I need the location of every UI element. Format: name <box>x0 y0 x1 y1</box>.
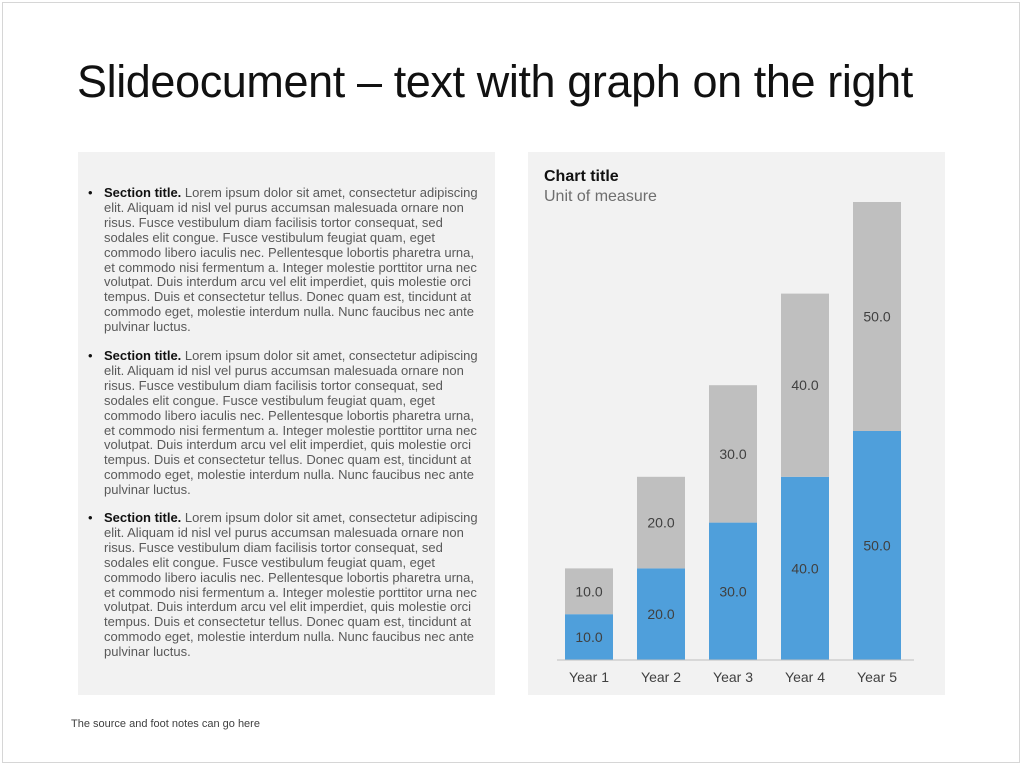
bullet-dot-icon: • <box>88 510 93 525</box>
slide-title: Slideocument – text with graph on the right <box>77 56 913 107</box>
x-tick-label: Year 1 <box>569 669 609 685</box>
data-label: 30.0 <box>719 445 747 462</box>
data-label: 10.0 <box>575 583 603 600</box>
section-body: Lorem ipsum dolor sit amet, consectetur adipiscing elit. Aliquam id nisl vel purus accumsan malesuada ornare non risus. Fusce vestibulum diam facilisis tortor consequat, sed sodales elit congue. Fusce vestibulum feugiat quam, eget commodo libero iaculis nec. Pellentesque lobortis pharetra urna, et commodo nisi fermentum a. Integer molestie porttitor urna nec volutpat. Duis interdum arcu vel elit imperdiet, quis molestie orci tempus. Duis et consectetur tellus. Donec quam est, tincidunt at commodo eget, molestie interdum nulla. Nunc faucibus nec ante pulvinar luctus. <box>104 185 478 335</box>
section-title: Section title. <box>104 185 182 200</box>
x-tick-label: Year 3 <box>713 669 753 685</box>
x-tick-label: Year 4 <box>785 669 825 685</box>
chart-panel <box>528 152 945 695</box>
stacked-bar-chart <box>528 152 945 695</box>
x-tick-label: Year 5 <box>857 669 897 685</box>
bullet-item <box>88 511 486 660</box>
data-label: 30.0 <box>719 583 747 600</box>
bullet-text <box>104 349 486 498</box>
data-label: 40.0 <box>791 377 819 394</box>
bullet-item <box>88 349 486 498</box>
chart-title: Chart title <box>544 168 619 185</box>
section-title: Section title. <box>104 348 182 363</box>
data-label: 20.0 <box>647 514 675 531</box>
footnote: The source and foot notes can go here <box>71 718 260 730</box>
bullet-dot-icon: • <box>88 185 93 200</box>
data-label: 50.0 <box>863 537 891 554</box>
section-title: Section title. <box>104 510 182 525</box>
bullet-dot-icon: • <box>88 348 93 363</box>
data-label: 50.0 <box>863 308 891 325</box>
section-body: Lorem ipsum dolor sit amet, consectetur adipiscing elit. Aliquam id nisl vel purus accumsan malesuada ornare non risus. Fusce vestibulum diam facilisis tortor consequat, sed sodales elit congue. Fusce vestibulum feugiat quam, eget commodo libero iaculis nec. Pellentesque lobortis pharetra urna, et commodo nisi fermentum a. Integer molestie porttitor urna nec volutpat. Duis interdum arcu vel elit imperdiet, quis molestie orci tempus. Duis et consectetur tellus. Donec quam est, tincidunt at commodo eget, molestie interdum nulla. Nunc faucibus nec ante pulvinar luctus. <box>104 510 478 660</box>
chart-subtitle: Unit of measure <box>544 188 657 205</box>
bullet-item <box>88 186 486 335</box>
bullet-text <box>104 511 486 660</box>
section-body: Lorem ipsum dolor sit amet, consectetur adipiscing elit. Aliquam id nisl vel purus accumsan malesuada ornare non risus. Fusce vestibulum diam facilisis tortor consequat, sed sodales elit congue. Fusce vestibulum feugiat quam, eget commodo libero iaculis nec. Pellentesque lobortis pharetra urna, et commodo nisi fermentum a. Integer molestie porttitor urna nec volutpat. Duis interdum arcu vel elit imperdiet, quis molestie orci tempus. Duis et consectetur tellus. Donec quam est, tincidunt at commodo eget, molestie interdum nulla. Nunc faucibus nec ante pulvinar luctus. <box>104 348 478 498</box>
bullet-text <box>104 186 486 335</box>
text-panel <box>78 152 495 695</box>
data-label: 20.0 <box>647 606 675 623</box>
x-tick-label: Year 2 <box>641 669 681 685</box>
data-label: 40.0 <box>791 560 819 577</box>
data-label: 10.0 <box>575 629 603 646</box>
